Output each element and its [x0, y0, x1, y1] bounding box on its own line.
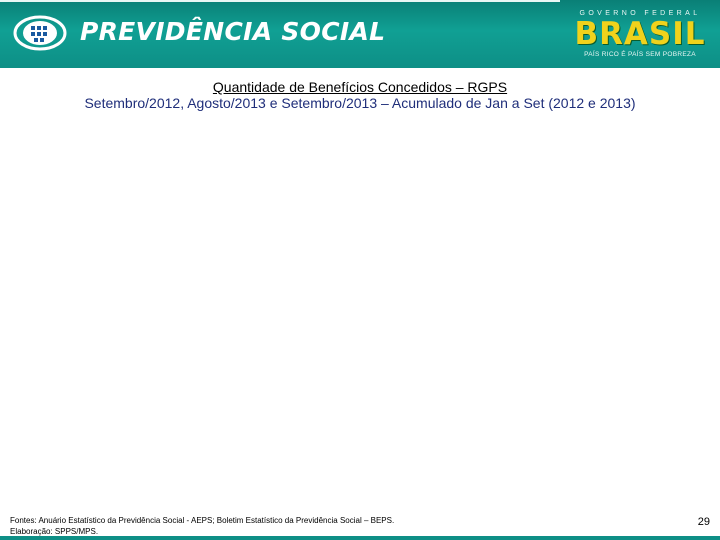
footer-source — [10, 515, 394, 537]
header-top-line — [0, 0, 560, 2]
page-number: 29 — [697, 516, 710, 528]
gov-top-label: GOVERNO FEDERAL — [579, 10, 701, 17]
footer-source-line2: Elaboração: SPPS/MPS. — [10, 527, 99, 536]
previdencia-emblem-icon — [12, 14, 68, 52]
governo-federal-logo — [572, 10, 708, 58]
slide-title-line1: Quantidade de Benefícios Concedidos – RGPS — [212, 79, 508, 95]
slide-title-line2: Setembro/2012, Agosto/2013 e Setembro/2013 – Acumulado de Jan a Set (2012 e 2013) — [84, 95, 636, 111]
slide-title — [0, 79, 720, 111]
footer-source-line1: Fontes: Anuário Estatístico da Previdência Social - AEPS; Boletim Estatístico da Previdência Social – BEPS. — [10, 516, 395, 525]
footer-bar — [0, 536, 720, 540]
brand-title: PREVIDÊNCIA SOCIAL — [80, 17, 386, 46]
gov-slogan: PAÍS RICO É PAÍS SEM POBREZA — [584, 51, 696, 58]
header-banner — [0, 0, 720, 68]
brasil-wordmark: BRASIL — [574, 16, 706, 52]
